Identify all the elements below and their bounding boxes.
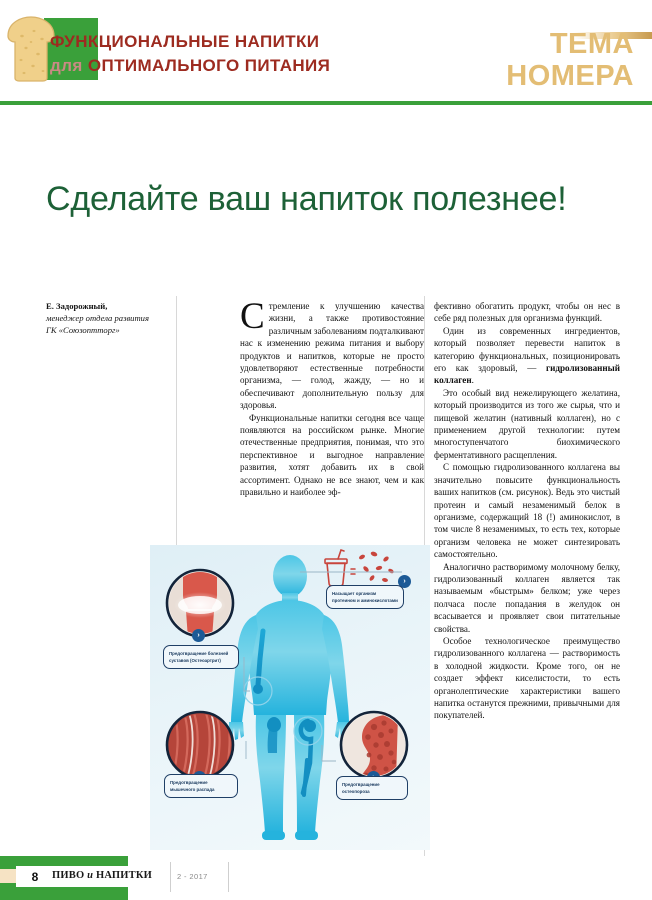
magazine-name-part1: ПИВО — [52, 870, 88, 881]
paragraph-text: тремление к улучшению качества жизни, а также противостояние различным заболеваниям подталкивают нас к изменению режима питания и выбору продуктов и напитков, которые не просто удовлетворяют естественные потребности организма, — голод, жажду, — но и обеспечивают дополнительную пользу для здоровья. — [240, 301, 424, 411]
drop-cap: С — [240, 296, 265, 337]
kicker-line-2 — [50, 55, 450, 76]
magazine-name — [52, 870, 152, 881]
paragraph — [434, 325, 620, 387]
paragraph-text-tail: . — [471, 375, 474, 386]
highlight-term: гидролизованный коллаген — [434, 363, 620, 386]
callout-joint-prevention: Предотвращение болезней суставов (Остеоартрит) — [163, 645, 239, 669]
infographic-figure — [150, 545, 430, 850]
page-number: 8 — [31, 870, 39, 884]
amino-acid-particles — [358, 551, 394, 583]
paragraph: Особое технологическое преимущество гидролизованного коллагена — растворимость в холодной жидкости. Кроме того, он не создает эффект киселистости, то есть органолептические характеристики вашего напитка останутся прежними, привычными для покупателей. — [434, 635, 620, 721]
kicker-line-2-soft: для — [50, 56, 88, 76]
section-label-line-2: НОМЕРА — [506, 60, 634, 93]
kicker-line-2-strong: ОПТИМАЛЬНОГО ПИТАНИЯ — [87, 56, 331, 76]
page-header — [0, 0, 652, 120]
paragraph-text: Один из современных ингредиентов, который позволяет перевести напиток в категорию функциональных, позиционировать его как здоровый, — — [434, 325, 620, 374]
footer-divider-right — [228, 862, 229, 892]
section-label — [506, 28, 634, 93]
body-column-left — [240, 296, 424, 499]
page-footer — [0, 852, 652, 900]
magazine-name-part2: НАПИТКИ — [93, 870, 153, 881]
callout-osteoporosis: Предотвращение остеопороза — [336, 776, 408, 800]
paragraph: С помощью гидролизованного коллагена вы значительно повысите функциональность ваших напитков (см. рисунок). Ведь это чистый протеин и самый незаменимый белок в организме, содержащий 18 (!) аминокислот, в том числе 8 незаменимых, то есть тех, которые организм человека не может синтезировать самостоятельно. — [434, 462, 620, 560]
callout-protein-saturation: Насыщает организм протеином и аминокислотами — [326, 585, 404, 609]
magazine-name-conjunction: и — [87, 870, 94, 881]
issue-label: 2 - 2017 — [177, 872, 208, 881]
kicker-heading — [50, 31, 450, 77]
footer-divider-left — [170, 862, 171, 892]
paragraph: Это особый вид нежелирующего желатина, который производится из того же сырья, что и пищевой желатин (нативный коллаген), но с применением другой технологии: путем многоступенчатого биохимического ферментативного расщепления. — [434, 387, 620, 460]
byline — [46, 300, 176, 337]
byline-name: Е. Задорожный, — [46, 301, 108, 311]
callout-muscle-prevention: Предотвращение мышечного распада — [164, 774, 238, 798]
drink-cup-icon — [325, 550, 355, 586]
chevron-badge-protein: › — [398, 575, 411, 588]
paragraph: Функциональные напитки сегодня все чаще появляются на российском рынке. Многие отечественные предприятия, понимая, что это перспективное и выгодное направление развития, хотят добавить их в свой ассортимент. Однако не все знают, чем и как правильно и наиболее эф- — [240, 412, 424, 498]
kicker-line-1: ФУНКЦИОНАЛЬНЫЕ НАПИТКИ — [50, 32, 320, 51]
page-title: Сделайте ваш напиток полезнее! — [46, 179, 567, 218]
paragraph — [240, 296, 424, 412]
byline-role-1: менеджер отдела развития — [46, 313, 149, 324]
chevron-badge-joint: › — [192, 629, 205, 642]
paragraph: фективно обогатить продукт, чтобы он нес в себе ряд полезных для организма функций. — [434, 301, 620, 324]
body-column-right — [434, 300, 620, 722]
section-label-line-1: ТЕМА — [549, 28, 634, 60]
byline-role-2: ГК «Союзоптторг» — [46, 325, 120, 336]
paragraph: Аналогично растворимому молочному белку, гидролизованный коллаген является так называемым «быстрым» белком; уже через полчаса после попадания в желудок он всасывается и проявляет свои питательные свойства. — [434, 561, 620, 634]
header-white-rule — [0, 105, 652, 107]
magnifier-muscle — [167, 712, 233, 779]
